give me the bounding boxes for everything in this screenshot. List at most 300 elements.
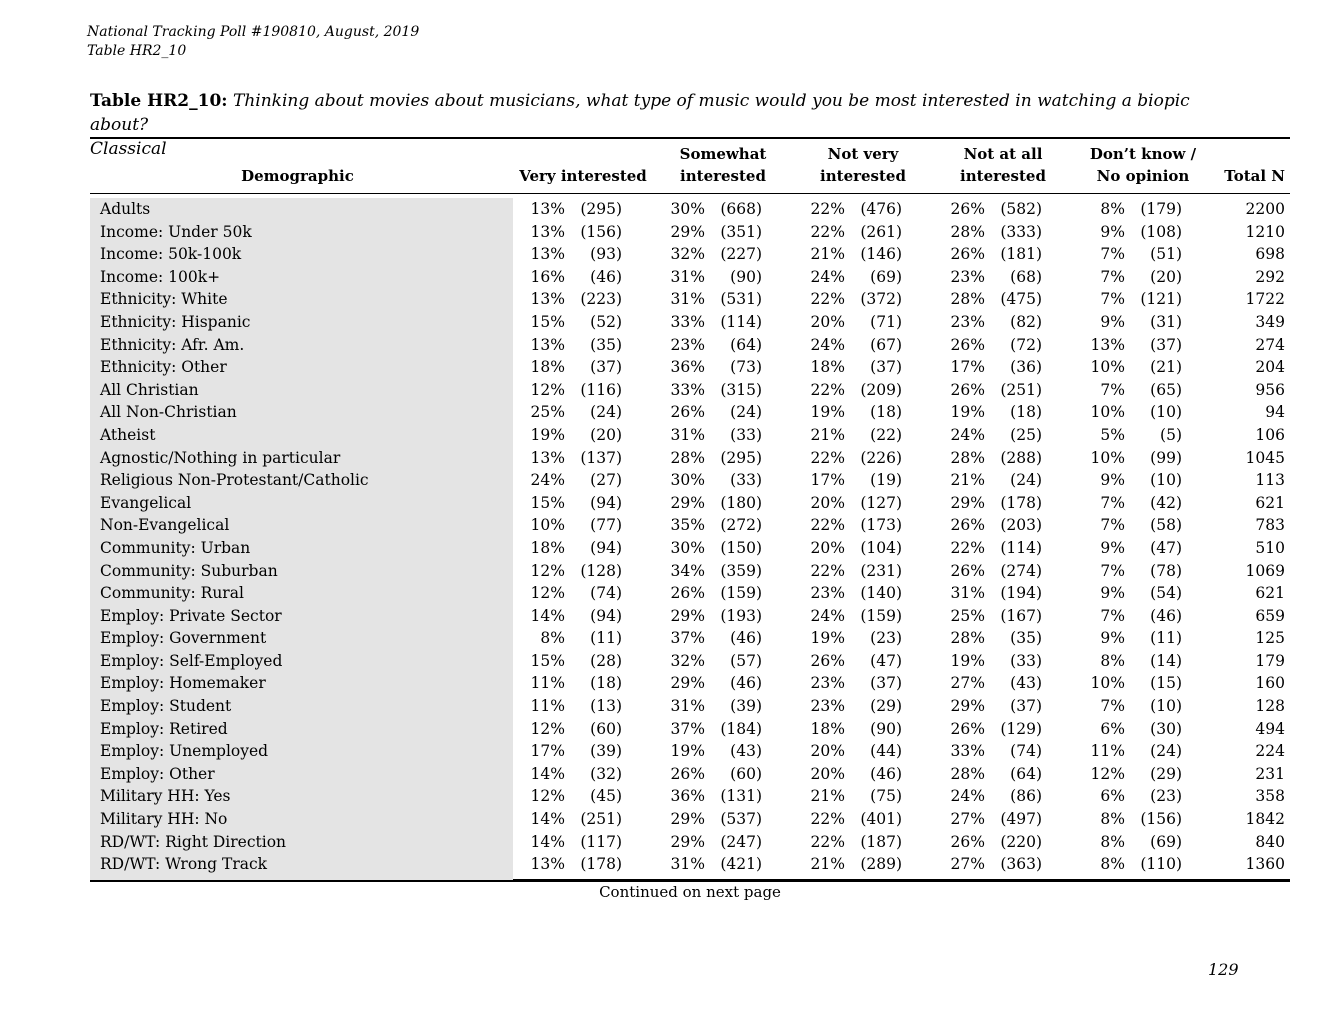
cell-count: (146): [860, 245, 902, 264]
cell-percent: 16%: [530, 267, 565, 286]
cell-percent: 26%: [950, 516, 985, 535]
cell-count: (668): [720, 200, 762, 218]
cell-percent: 6%: [1100, 719, 1125, 738]
cell-percent: 19%: [670, 742, 705, 761]
cell-count: (46): [1150, 606, 1182, 625]
cell-count: (78): [1150, 561, 1182, 580]
table-row: [90, 401, 1290, 424]
cell-count: (25): [1010, 425, 1042, 444]
cell-percent: 9%: [1100, 538, 1125, 557]
table-row: [90, 537, 1290, 560]
cell-total-n: 106: [1255, 425, 1285, 444]
cell-count: (33): [730, 471, 762, 490]
cell-percent: 22%: [810, 200, 845, 218]
cell-count: (121): [1140, 290, 1182, 309]
row-label: Agnostic/Nothing in particular: [100, 448, 341, 467]
cell-count: (193): [720, 606, 762, 625]
col-header-very-interested: Very interested: [519, 167, 647, 185]
cell-count: (65): [1150, 380, 1182, 399]
cell-count: (116): [580, 380, 622, 399]
cell-total-n: 1842: [1245, 810, 1285, 829]
cell-percent: 22%: [810, 380, 845, 399]
cell-percent: 11%: [530, 674, 565, 693]
cell-percent: 8%: [1100, 200, 1125, 218]
row-label: Employ: Government: [100, 629, 267, 648]
cell-percent: 7%: [1100, 697, 1125, 716]
cell-percent: 18%: [530, 538, 565, 557]
row-label: Employ: Retired: [100, 719, 228, 738]
cell-percent: 13%: [530, 200, 565, 218]
cell-count: (23): [870, 629, 902, 648]
cell-percent: 26%: [950, 335, 985, 354]
cell-total-n: 621: [1255, 584, 1285, 603]
cell-count: (156): [580, 222, 622, 241]
cell-percent: 29%: [670, 222, 705, 241]
cell-total-n: 1360: [1245, 855, 1285, 874]
cell-percent: 14%: [530, 606, 565, 625]
cell-count: (184): [720, 719, 762, 738]
cell-count: (46): [870, 764, 902, 783]
cell-percent: 9%: [1100, 629, 1125, 648]
cell-count: (24): [1010, 471, 1042, 490]
row-label: Employ: Self-Employed: [100, 651, 283, 670]
cell-count: (37): [870, 674, 902, 693]
cell-percent: 21%: [810, 787, 845, 806]
table-row: [90, 560, 1290, 583]
cell-count: (173): [860, 516, 902, 535]
cell-percent: 24%: [950, 787, 985, 806]
cell-count: (86): [1010, 787, 1042, 806]
cell-count: (537): [720, 810, 762, 829]
cell-percent: 32%: [670, 245, 705, 264]
cell-count: (35): [590, 335, 622, 354]
cell-count: (18): [870, 403, 902, 422]
cell-count: (209): [860, 380, 902, 399]
cell-percent: 34%: [670, 561, 705, 580]
cell-count: (46): [730, 674, 762, 693]
cell-percent: 28%: [950, 290, 985, 309]
cell-count: (18): [1010, 403, 1042, 422]
row-label: Employ: Other: [100, 764, 215, 783]
table-row: [90, 356, 1290, 379]
cell-percent: 26%: [670, 584, 705, 603]
cell-count: (15): [1150, 674, 1182, 693]
cell-count: (37): [1150, 335, 1182, 354]
cell-count: (178): [1000, 493, 1042, 512]
row-label: Evangelical: [100, 493, 192, 512]
cell-count: (20): [1150, 267, 1182, 286]
cell-count: (77): [590, 516, 622, 535]
cell-percent: 20%: [810, 538, 845, 557]
cell-count: (159): [720, 584, 762, 603]
col-header-somewhat-interested: Somewhat interested: [679, 145, 767, 185]
cell-count: (69): [1150, 832, 1182, 851]
cell-percent: 29%: [950, 697, 985, 716]
cell-percent: 12%: [1090, 764, 1125, 783]
cell-percent: 29%: [670, 493, 705, 512]
cell-count: (156): [1140, 810, 1182, 829]
cell-percent: 10%: [1090, 674, 1125, 693]
cell-percent: 7%: [1100, 267, 1125, 286]
cell-count: (333): [1000, 222, 1042, 241]
table-row: [90, 763, 1290, 786]
cell-percent: 12%: [530, 787, 565, 806]
cell-percent: 22%: [810, 516, 845, 535]
row-label: Community: Urban: [100, 538, 251, 557]
cell-total-n: 231: [1255, 764, 1285, 783]
row-label: Income: 100k+: [100, 267, 221, 286]
cell-total-n: 783: [1255, 516, 1285, 535]
cell-count: (187): [860, 832, 902, 851]
cell-count: (104): [860, 538, 902, 557]
table-row: [90, 672, 1290, 695]
cell-count: (117): [580, 832, 622, 851]
cell-count: (476): [860, 200, 902, 218]
cell-count: (69): [870, 267, 902, 286]
table-header: [90, 139, 1290, 194]
cell-percent: 28%: [950, 764, 985, 783]
cell-percent: 12%: [530, 380, 565, 399]
cell-count: (203): [1000, 516, 1042, 535]
cell-count: (44): [870, 742, 902, 761]
cell-total-n: 494: [1255, 719, 1285, 738]
cell-percent: 27%: [950, 674, 985, 693]
row-label: Ethnicity: White: [100, 290, 228, 309]
cell-count: (220): [1000, 832, 1042, 851]
cell-count: (261): [860, 222, 902, 241]
cell-percent: 21%: [810, 425, 845, 444]
page-number: 129: [1208, 960, 1239, 979]
cell-percent: 7%: [1100, 516, 1125, 535]
running-header-title: National Tracking Poll #190810, August, 2019: [87, 24, 420, 40]
cell-percent: 18%: [810, 358, 845, 377]
cell-count: (93): [590, 245, 622, 264]
cell-percent: 7%: [1100, 380, 1125, 399]
cell-percent: 37%: [670, 719, 705, 738]
cell-count: (140): [860, 584, 902, 603]
cell-percent: 31%: [950, 584, 985, 603]
table-row: [90, 469, 1290, 492]
cell-count: (31): [1150, 312, 1182, 331]
caption-question: Thinking about movies about musicians, what type of music would you be most interested in watching a biopic about?: [90, 91, 1190, 135]
cell-count: (531): [720, 290, 762, 309]
row-label: Ethnicity: Afr. Am.: [100, 335, 245, 354]
cell-count: (272): [720, 516, 762, 535]
cell-percent: 15%: [530, 651, 565, 670]
cell-percent: 20%: [810, 312, 845, 331]
cell-count: (137): [580, 448, 622, 467]
cell-count: (363): [1000, 855, 1042, 874]
cell-count: (33): [1010, 651, 1042, 670]
col-header-demographic: Demographic: [241, 167, 354, 185]
cell-count: (21): [1150, 358, 1182, 377]
cell-percent: 26%: [950, 832, 985, 851]
cell-percent: 32%: [670, 651, 705, 670]
cell-percent: 26%: [950, 561, 985, 580]
cell-count: (351): [720, 222, 762, 241]
cell-percent: 27%: [950, 855, 985, 874]
cell-count: (289): [860, 855, 902, 874]
row-label: RD/WT: Wrong Track: [100, 855, 268, 874]
table-body: [90, 194, 1290, 876]
cell-percent: 14%: [530, 832, 565, 851]
cell-count: (32): [590, 764, 622, 783]
cell-percent: 5%: [1100, 425, 1125, 444]
cell-count: (108): [1140, 222, 1182, 241]
cell-count: (39): [590, 742, 622, 761]
table-row: [90, 334, 1290, 357]
caption-label: Table HR2_10:: [90, 91, 228, 111]
cell-count: (94): [590, 606, 622, 625]
cell-percent: 20%: [810, 493, 845, 512]
cell-count: (52): [590, 312, 622, 331]
cell-total-n: 160: [1255, 674, 1285, 693]
cell-count: (10): [1150, 403, 1182, 422]
cell-total-n: 659: [1255, 606, 1285, 625]
cell-count: (10): [1150, 471, 1182, 490]
cell-percent: 31%: [670, 855, 705, 874]
cell-count: (35): [1010, 629, 1042, 648]
cell-count: (129): [1000, 719, 1042, 738]
cell-count: (37): [1010, 697, 1042, 716]
cell-percent: 18%: [530, 358, 565, 377]
table-row: [90, 514, 1290, 537]
row-label: Community: Rural: [100, 584, 244, 603]
table-row: [90, 492, 1290, 515]
cell-percent: 19%: [950, 403, 985, 422]
cell-percent: 8%: [1100, 832, 1125, 851]
cell-percent: 30%: [670, 471, 705, 490]
cell-percent: 21%: [810, 245, 845, 264]
cell-percent: 27%: [950, 810, 985, 829]
cell-count: (43): [1010, 674, 1042, 693]
col-header-not-at-all-interested: Not at all interested: [960, 145, 1046, 185]
cell-count: (23): [1150, 787, 1182, 806]
cell-count: (5): [1160, 425, 1182, 444]
cell-percent: 30%: [670, 200, 705, 218]
cell-total-n: 840: [1255, 832, 1285, 851]
cell-count: (29): [1150, 764, 1182, 783]
cell-count: (359): [720, 561, 762, 580]
table-row: [90, 311, 1290, 334]
cell-count: (99): [1150, 448, 1182, 467]
cell-total-n: 224: [1255, 742, 1285, 761]
cell-percent: 11%: [1090, 742, 1125, 761]
cell-count: (11): [590, 629, 622, 648]
table-row: [90, 808, 1290, 831]
cell-count: (82): [1010, 312, 1042, 331]
row-label: Employ: Private Sector: [100, 606, 282, 625]
cell-count: (58): [1150, 516, 1182, 535]
cell-percent: 14%: [530, 810, 565, 829]
cell-count: (46): [730, 629, 762, 648]
cell-percent: 26%: [670, 403, 705, 422]
cell-total-n: 1069: [1245, 561, 1285, 580]
cell-total-n: 1210: [1245, 222, 1285, 241]
cell-percent: 29%: [670, 810, 705, 829]
cell-count: (295): [580, 200, 622, 218]
cell-count: (42): [1150, 493, 1182, 512]
cell-total-n: 113: [1255, 471, 1285, 490]
cell-percent: 22%: [810, 810, 845, 829]
cell-percent: 21%: [810, 855, 845, 874]
row-label: Ethnicity: Other: [100, 358, 227, 377]
cell-count: (60): [590, 719, 622, 738]
row-label: Military HH: No: [100, 810, 228, 829]
cell-percent: 28%: [950, 448, 985, 467]
cell-count: (67): [870, 335, 902, 354]
cell-count: (223): [580, 290, 622, 309]
cell-count: (68): [1010, 267, 1042, 286]
row-label: Non-Evangelical: [100, 516, 230, 535]
cell-count: (114): [1000, 538, 1042, 557]
cell-percent: 33%: [950, 742, 985, 761]
cell-percent: 24%: [810, 606, 845, 625]
cell-percent: 17%: [950, 358, 985, 377]
cell-percent: 24%: [950, 425, 985, 444]
row-label: Ethnicity: Hispanic: [100, 312, 251, 331]
cell-total-n: 621: [1255, 493, 1285, 512]
table-row: [90, 853, 1290, 876]
cell-count: (372): [860, 290, 902, 309]
cell-total-n: 1722: [1245, 290, 1285, 309]
cell-percent: 19%: [810, 403, 845, 422]
caption-subtitle: Classical: [90, 139, 167, 159]
cell-count: (247): [720, 832, 762, 851]
cell-percent: 28%: [950, 222, 985, 241]
cell-count: (114): [720, 312, 762, 331]
cell-percent: 18%: [810, 719, 845, 738]
col-header-not-very-interested: Not very interested: [820, 145, 906, 185]
cell-percent: 24%: [810, 335, 845, 354]
cell-percent: 25%: [530, 403, 565, 422]
cell-total-n: 2200: [1245, 200, 1285, 218]
cell-count: (90): [730, 267, 762, 286]
cell-count: (131): [720, 787, 762, 806]
cell-count: (227): [720, 245, 762, 264]
cell-percent: 9%: [1100, 471, 1125, 490]
table-row: [90, 447, 1290, 470]
cell-percent: 9%: [1100, 312, 1125, 331]
cell-count: (73): [730, 358, 762, 377]
cell-percent: 26%: [950, 200, 985, 218]
cell-count: (24): [1150, 742, 1182, 761]
cell-count: (28): [590, 651, 622, 670]
row-label: Income: 50k-100k: [100, 245, 242, 264]
cell-percent: 22%: [810, 448, 845, 467]
cell-percent: 13%: [530, 245, 565, 264]
cell-percent: 37%: [670, 629, 705, 648]
cell-total-n: 956: [1255, 380, 1285, 399]
cell-count: (64): [730, 335, 762, 354]
cell-percent: 23%: [950, 267, 985, 286]
cell-percent: 33%: [670, 312, 705, 331]
cell-percent: 31%: [670, 290, 705, 309]
table-row: [90, 605, 1290, 628]
table-row: [90, 627, 1290, 650]
cell-count: (421): [720, 855, 762, 874]
cell-percent: 36%: [670, 787, 705, 806]
cell-percent: 10%: [1090, 358, 1125, 377]
table-rows: [90, 194, 1290, 876]
cell-percent: 15%: [530, 312, 565, 331]
table-row: [90, 650, 1290, 673]
cell-percent: 26%: [950, 380, 985, 399]
table-row: [90, 831, 1290, 854]
cell-percent: 8%: [1100, 855, 1125, 874]
cell-percent: 22%: [810, 290, 845, 309]
table-row: [90, 695, 1290, 718]
cell-count: (57): [730, 651, 762, 670]
cell-percent: 13%: [530, 855, 565, 874]
cell-percent: 13%: [1090, 335, 1125, 354]
cell-percent: 13%: [530, 335, 565, 354]
cell-percent: 9%: [1100, 584, 1125, 603]
cell-count: (475): [1000, 290, 1042, 309]
cell-count: (24): [730, 403, 762, 422]
cell-percent: 28%: [950, 629, 985, 648]
crosstab-table: [90, 137, 1290, 901]
cell-count: (47): [1150, 538, 1182, 557]
cell-count: (11): [1150, 629, 1182, 648]
table-row: [90, 266, 1290, 289]
cell-percent: 20%: [810, 742, 845, 761]
row-label: Employ: Homemaker: [100, 674, 266, 693]
cell-percent: 7%: [1100, 493, 1125, 512]
row-label: Adults: [100, 200, 151, 218]
cell-percent: 23%: [810, 584, 845, 603]
cell-count: (150): [720, 538, 762, 557]
cell-count: (33): [730, 425, 762, 444]
cell-percent: 24%: [530, 471, 565, 490]
cell-count: (46): [590, 267, 622, 286]
row-label: Religious Non-Protestant/Catholic: [100, 471, 369, 490]
cell-count: (127): [860, 493, 902, 512]
cell-percent: 11%: [530, 697, 565, 716]
cell-count: (13): [590, 697, 622, 716]
cell-count: (288): [1000, 448, 1042, 467]
row-label: Community: Suburban: [100, 561, 278, 580]
cell-count: (128): [580, 561, 622, 580]
cell-count: (54): [1150, 584, 1182, 603]
row-label: RD/WT: Right Direction: [100, 832, 287, 851]
cell-count: (231): [860, 561, 902, 580]
cell-count: (180): [720, 493, 762, 512]
cell-percent: 10%: [1090, 448, 1125, 467]
cell-count: (295): [720, 448, 762, 467]
row-label: All Christian: [100, 380, 199, 399]
cell-count: (10): [1150, 697, 1182, 716]
cell-percent: 30%: [670, 538, 705, 557]
cell-percent: 24%: [810, 267, 845, 286]
cell-percent: 31%: [670, 267, 705, 286]
cell-percent: 13%: [530, 222, 565, 241]
cell-percent: 7%: [1100, 245, 1125, 264]
cell-count: (74): [590, 584, 622, 603]
table-row: [90, 424, 1290, 447]
table-row: [90, 221, 1290, 244]
cell-count: (51): [1150, 245, 1182, 264]
cell-count: (274): [1000, 561, 1042, 580]
cell-percent: 6%: [1100, 787, 1125, 806]
cell-percent: 20%: [810, 764, 845, 783]
cell-count: (43): [730, 742, 762, 761]
running-header-table-id: Table HR2_10: [87, 43, 187, 59]
cell-count: (29): [870, 697, 902, 716]
cell-percent: 21%: [950, 471, 985, 490]
cell-percent: 26%: [810, 651, 845, 670]
table-row: [90, 379, 1290, 402]
